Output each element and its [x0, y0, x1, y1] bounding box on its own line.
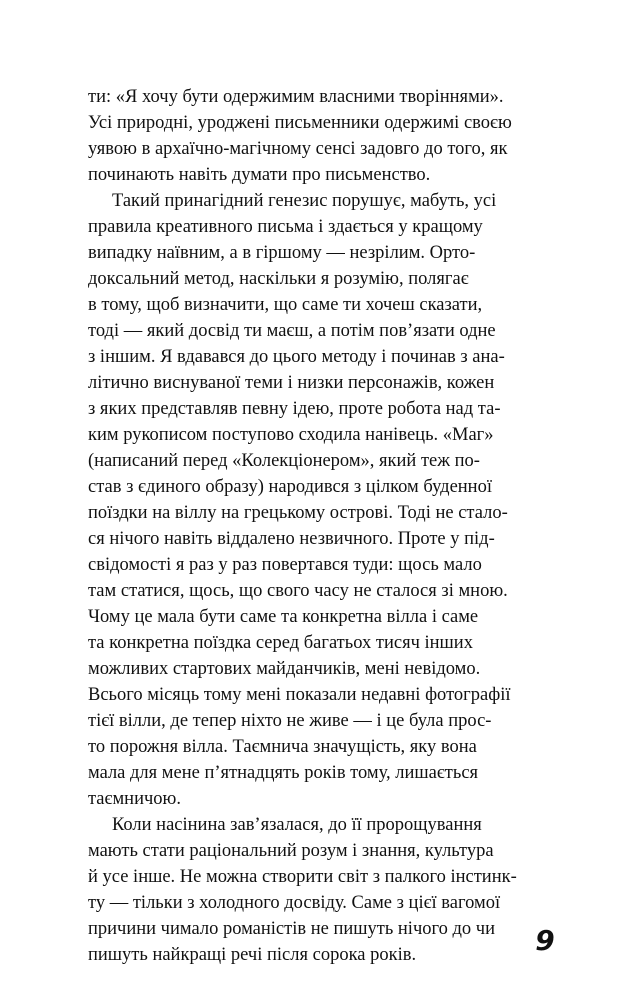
text-line: там статися, щось, що свого часу не сталося зі мною.: [88, 581, 508, 601]
text-line: свідомості я раз у раз повертався туди: щось мало: [88, 555, 482, 575]
text-line: мала для мене п’ятнадцять років тому, лишається: [88, 763, 479, 783]
text-line: став з єдиного образу) народився з цілком буденної: [88, 477, 492, 497]
text-line: в тому, щоб визначити, що саме ти хочеш сказати,: [88, 295, 483, 315]
text-line: з іншим. Я вдавався до цього методу і починав з ана-: [88, 347, 505, 367]
paragraph: [88, 84, 553, 188]
text-line: випадку наївним, а в гіршому — незрілим. Орто-: [88, 243, 476, 263]
paragraph: [88, 812, 553, 968]
text-line: можливих стартових майданчиків, мені невідомо.: [88, 659, 481, 679]
text-line: правила креативного письма і здається у кращому: [88, 217, 483, 237]
text-line: доксальний метод, наскільки я розумію, полягає: [88, 269, 469, 289]
text-line: то порожня вілла. Таємнича значущість, яку вона: [88, 737, 477, 757]
text-line: Коли насінина зав’язалася, до її пророщування: [112, 815, 482, 835]
text-line: пишуть найкращі речі після сорока років.: [88, 945, 417, 965]
text-line: причини чимало романістів не пишуть нічого до чи: [88, 919, 495, 939]
text-line: починають навіть думати про письменство.: [88, 165, 431, 185]
text-line: Всього місяць тому мені показали недавні фотографії: [88, 685, 511, 705]
text-line: мають стати раціональний розум і знання, культура: [88, 841, 494, 861]
text-line: ту — тільки з холодного досвіду. Саме з цієї вагомої: [88, 893, 501, 913]
text-line: та конкретна поїздка серед багатьох тисяч інших: [88, 633, 473, 653]
text-line: поїздки на віллу на грецькому острові. Тоді не стало-: [88, 503, 508, 523]
text-line: Усі природні, уроджені письменники одержимі своєю: [88, 113, 512, 133]
text-line: ся нічого навіть віддалено незвичного. Проте у під-: [88, 529, 495, 549]
text-line: (написаний перед «Колекціонером», який теж по-: [88, 451, 480, 471]
text-line: Чому це мала бути саме та конкретна вілла і саме: [88, 607, 479, 627]
text-line: ти: «Я хочу бути одержимим власними творіннями».: [88, 87, 504, 107]
text-line: тоді — який досвід ти маєш, а потім пов’язати одне: [88, 321, 496, 341]
body-text: [88, 84, 553, 968]
text-line: літично виснуваної теми і низки персонажів, кожен: [88, 373, 495, 393]
text-line: тієї вілли, де тепер ніхто не живе — і це була прос-: [88, 711, 492, 731]
text-line: Такий принагідний генезис порушує, мабуть, усі: [112, 191, 497, 211]
text-line: з яких представляв певну ідею, проте робота над та-: [88, 399, 501, 419]
text-line: таємничою.: [88, 789, 181, 809]
text-line: ким рукописом поступово сходила нанівець. «Маг»: [88, 425, 494, 445]
text-line: й усе інше. Не можна створити світ з палкого інстинк-: [88, 867, 517, 887]
paragraph: [88, 188, 553, 812]
text-line: уявою в архаїчно-магічному сенсі задовго до того, як: [88, 139, 508, 159]
page-number: 9: [535, 924, 555, 957]
